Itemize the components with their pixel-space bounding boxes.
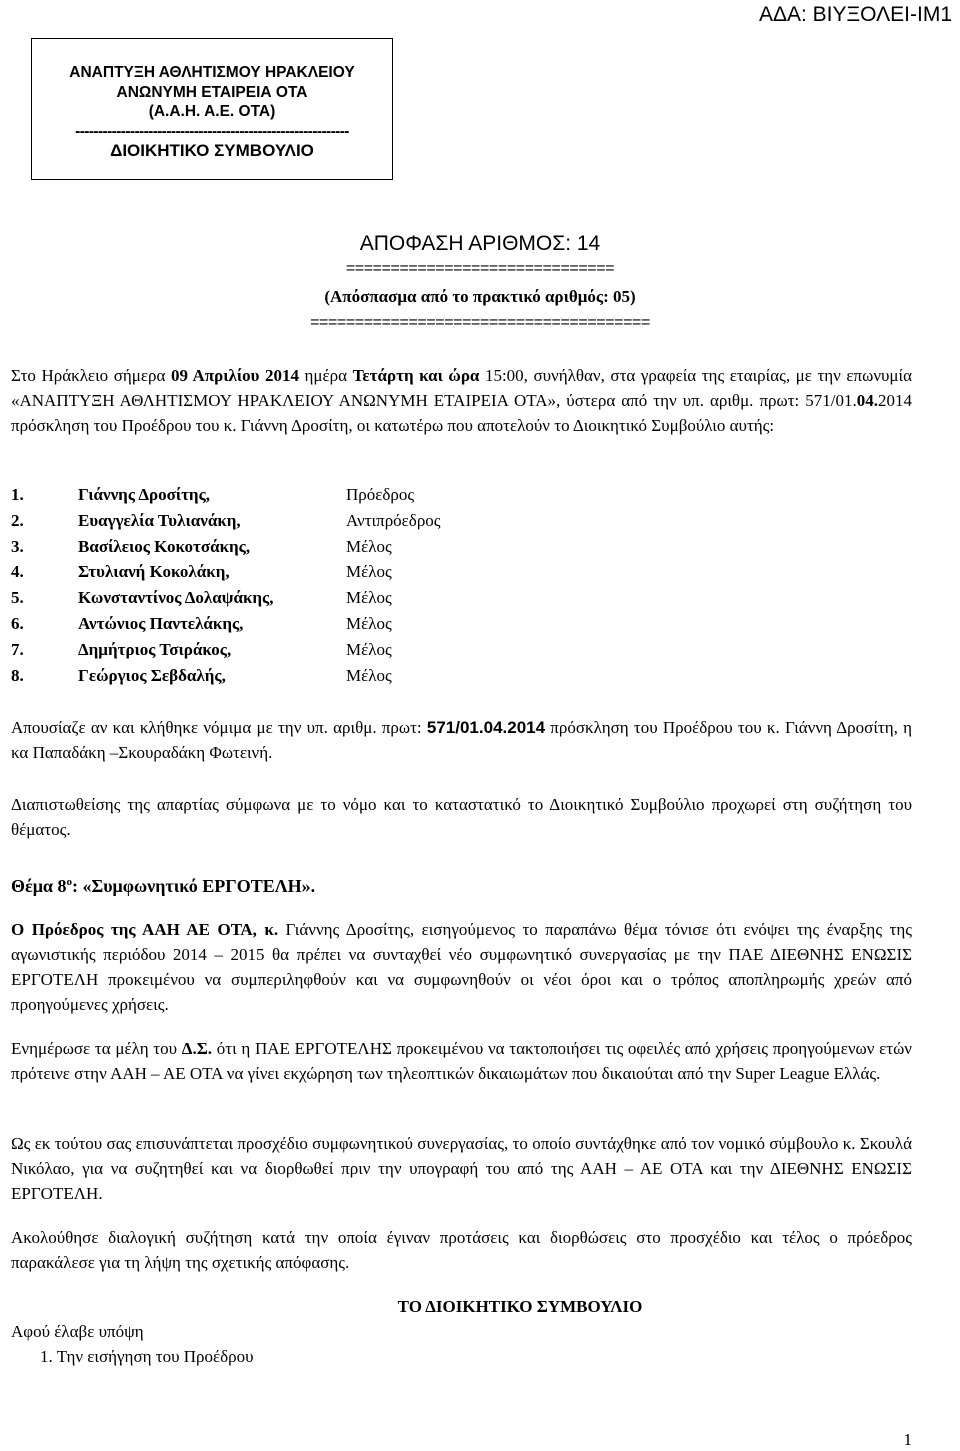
minutes-extract: (Απόσπασμα από το πρακτικό αριθμός: 05) <box>324 287 636 306</box>
member-row <box>11 508 441 534</box>
member-name: Δημήτριος Τσιράκος, <box>78 639 232 659</box>
member-name: Κωνσταντίνος Δολαψάκης, <box>78 588 274 608</box>
member-name: Ευαγγελία Τυλιανάκη, <box>78 510 241 530</box>
president-text: Γιάννης Δροσίτης, εισηγούμενος το παραπάνω θέμα τόνισε ότι ενόψει της έναρξης της αγωνιστικής περιόδου 2014 – 2015 θα πρέπει να συνταχθεί νέο συμφωνητικό συνεργασίας με την ΠΑΕ ΔΙΕΘΝΗΣ ΕΝΩΣΙΣ ΕΡΓΟΤΕΛΗ προκειμένου να συμπεριληφθούν και να συμφωνηθούν οι νέοι όροι και ο τρόπος αποπληρωμής χρεών από προηγούμενες χρήσεις. <box>11 920 912 1014</box>
inform-text-b: ότι η ΠΑΕ ΕΡΓΟΤΕΛΗΣ προκειμένου να τακτοποιήσει τις οφειλές από χρήσεις προηγούμενων ετών πρότεινε στην ΑΑΗ – ΑΕ ΟΤΑ να γίνει εκχώρηση των τηλεοπτικών δικαιωμάτων που δικαιούται από την Super League Ελλάς. <box>11 1039 912 1083</box>
member-role: Μέλος <box>346 665 392 685</box>
org-name-line1: ΑΝΑΠΤΥΞΗ ΑΘΛΗΤΙΣΜΟΥ ΗΡΑΚΛΕΙΟΥ <box>69 64 355 81</box>
intro-paragraph <box>11 363 912 438</box>
member-number: 7. <box>11 639 24 659</box>
member-number: 3. <box>11 536 24 556</box>
ada-code: ΑΔΑ: ΒΙΥΞΟΛΕΙ-ΙΜ1 <box>758 3 952 26</box>
subject-superscript: ο <box>66 876 72 888</box>
member-role: Μέλος <box>346 588 392 608</box>
attachment-paragraph: Ως εκ τούτου σας επισυνάπτεται προσχέδιο συμφωνητικού συνεργασίας, το οποίο συντάχθηκε από τον νομικό σύμβουλο κ. Σκουλά Νικόλαο, για να συζητηθεί και να διορθωθεί πριν την υπογραφή του από της ΑΑΗ – ΑΕ ΟΤΑ και την ΔΙΕΘΝΗΣ ΕΝΩΣΙΣ ΕΡΓΟΤΕΛΗ. <box>11 1134 912 1203</box>
absent-text-b: πρόσκληση του Προέδρου του κ. Γιάννη Δροσίτη, η κα Παπαδάκη –Σκουραδάκη Φωτεινή. <box>11 718 913 762</box>
decision-title: ΑΠΟΦΑΣΗ ΑΡΙΘΜΟΣ: 14 <box>359 232 601 255</box>
intro-text-d: 15:00, συνήλθαν, στα γραφεία της εταιρίας, με την επωνυμία «ΑΝΑΠΤΥΞΗ ΑΘΛΗΤΙΣΜΟΥ ΗΡΑΚΛΕΙΟΥ ΑΝΩΝΥΜΗ ΕΤΑΙΡΕΙΑ ΟΤΑ», ύστερα από την υπ. αριθμ. πρωτ: 571/01. <box>11 366 913 410</box>
header-council: ΔΙΟΙΚΗΤΙΚΟ ΣΥΜΒΟΥΛΙΟ <box>110 141 314 160</box>
member-row <box>11 559 441 585</box>
considering-list <box>40 1347 254 1367</box>
intro-time-label: και ώρα <box>419 366 480 385</box>
inform-text-a: Ενημέρωσε τα μέλη του <box>11 1039 182 1058</box>
member-number: 1. <box>11 485 24 504</box>
member-name: Αντώνιος Παντελάκης, <box>78 613 244 633</box>
member-number: 5. <box>11 588 24 608</box>
council-heading: ΤΟ ΔΙΟΙΚΗΤΙΚΟ ΣΥΜΒΟΥΛΙΟ <box>397 1297 643 1316</box>
member-row <box>11 637 441 663</box>
member-name: Βασίλειος Κοκοτσάκης, <box>78 536 251 556</box>
subject-title: : «Συμφωνητικό ΕΡΓΟΤΕΛΗ». <box>71 876 316 896</box>
member-role: Μέλος <box>346 536 392 556</box>
invitation-number: 571/01.04.2014 <box>426 718 546 737</box>
subject-heading <box>11 870 912 899</box>
organization-header <box>31 38 393 180</box>
member-name: Στυλιανή Κοκολάκη, <box>78 562 230 582</box>
member-row <box>11 585 441 611</box>
member-name: Γιάννης Δροσίτης, <box>78 485 211 504</box>
member-row <box>11 663 441 689</box>
inform-paragraph <box>11 1036 912 1086</box>
considering-item: 1. Την εισήγηση του Προέδρου <box>40 1347 254 1366</box>
org-name-line3: (Α.Α.Η. Α.Ε. ΟΤΑ) <box>148 103 276 120</box>
president-paragraph <box>11 917 912 1017</box>
member-role: Αντιπρόεδρος <box>346 510 441 530</box>
quorum-paragraph: Διαπιστωθείσης της απαρτίας σύμφωνα με το νόμο και το καταστατικό το Διοικητικό Συμβούλιο προχωρεί στη συζήτηση του θέματος. <box>11 795 912 839</box>
member-role: Πρόεδρος <box>346 485 415 504</box>
meeting-date: 09 Απριλίου 2014 <box>170 366 299 385</box>
member-row <box>11 534 441 560</box>
decision-rule-1: ============================== <box>345 260 615 277</box>
member-number: 8. <box>11 665 24 685</box>
member-row <box>11 482 441 508</box>
member-number: 6. <box>11 613 24 633</box>
member-role: Μέλος <box>346 613 392 633</box>
member-name: Γεώργιος Σεβδαλής, <box>78 665 226 685</box>
member-number: 4. <box>11 562 24 582</box>
member-role: Μέλος <box>346 562 392 582</box>
president-label: Ο Πρόεδρος της ΑΑΗ ΑΕ ΟΤΑ, κ. <box>11 920 279 939</box>
member-number: 2. <box>11 510 24 530</box>
considering-label: Αφού έλαβε υπόψη <box>11 1322 144 1341</box>
page-number: 1 <box>903 1430 912 1449</box>
decision-rule-2: ====================================== <box>310 314 650 331</box>
subject-label: Θέμα 8 <box>11 876 67 896</box>
absent-text-a: Απουσίαζε αν και κλήθηκε νόμιμα με την υπ. αριθμ. πρωτ: <box>11 718 427 737</box>
meeting-day: Τετάρτη <box>352 366 414 385</box>
members-list <box>11 482 441 688</box>
header-divider: ------------------------------------------------------------ <box>75 122 349 140</box>
discussion-paragraph: Ακολούθησε διαλογική συζήτηση κατά την οποία έγιναν προτάσεις και διορθώσεις στο προσχέδιο και τέλος ο πρόεδρος παρακάλεσε για τη λήψη της σχετικής απόφασης. <box>11 1228 912 1272</box>
board-abbrev: Δ.Σ. <box>181 1039 213 1058</box>
member-row <box>11 611 441 637</box>
absent-paragraph <box>11 715 912 765</box>
intro-text-a: Στο Ηράκλειο σήμερα <box>11 366 171 385</box>
intro-text-e: 2014 πρόσκληση του Προέδρου του κ. Γιάννη Δροσίτη, οι κατωτέρω που αποτελούν το Διοικητικό Συμβούλιο αυτής: <box>11 391 912 435</box>
intro-text-b: ημέρα <box>299 366 353 385</box>
org-name-line2: ΑΝΩΝΥΜΗ ΕΤΑΙΡΕΙΑ ΟΤΑ <box>116 83 308 101</box>
intro-bold-month: 04. <box>856 391 878 410</box>
member-role: Μέλος <box>346 639 392 659</box>
